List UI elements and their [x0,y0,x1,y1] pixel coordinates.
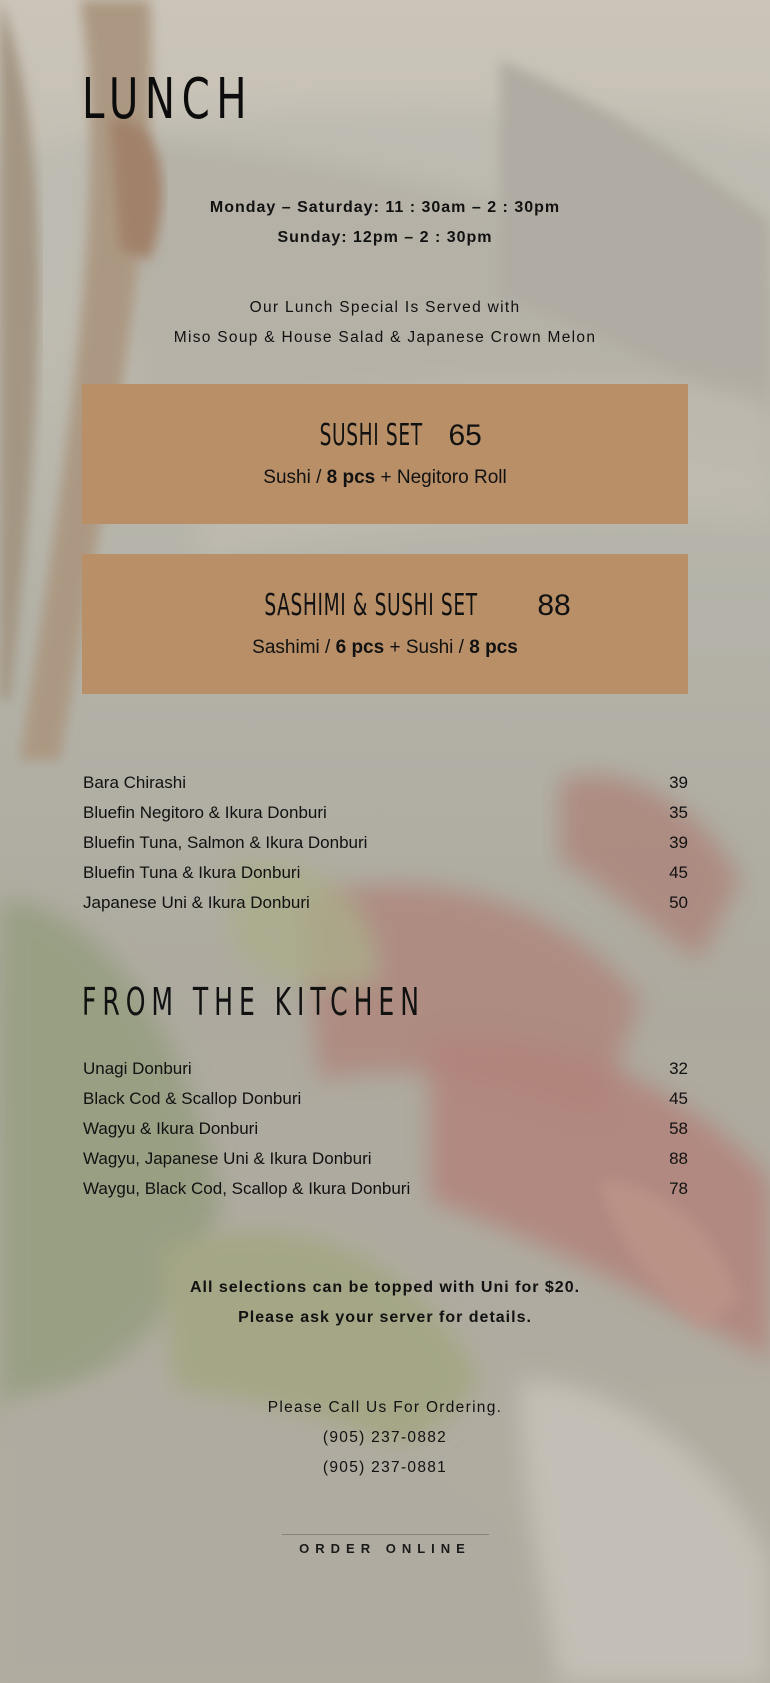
menu-item [83,1174,688,1204]
menu-item-name: Wagyu & Ikura Donburi [83,1119,259,1138]
special-line-1: Our Lunch Special Is Served with [249,299,521,316]
uni-topping-note: All selections can be topped with Uni for $20. [189,1279,581,1296]
set-description [82,467,688,489]
menu-item-price: 58 [669,1119,688,1138]
menu-item-name: Black Cod & Scallop Donburi [83,1089,302,1108]
description-text: Sashimi / [252,637,336,658]
menu-item [83,1054,688,1084]
menu-item-price: 45 [669,1089,688,1108]
order-online-button[interactable]: ORDER ONLINE [299,1541,471,1556]
menu-item-price: 45 [669,863,688,882]
menu-item-price: 35 [669,803,688,822]
page-title: LUNCH [82,67,253,132]
menu-item-price: 39 [669,773,688,792]
special-line-2: Miso Soup & House Salad & Japanese Crown Melon [173,329,597,346]
server-details-note: Please ask your server for details. [238,1309,532,1326]
menu-item-name: Waygu, Black Cod, Scallop & Ikura Donburi [83,1179,411,1198]
kitchen-list [83,1054,688,1204]
set-price: 88 [537,589,571,622]
piece-count: 8 pcs [326,467,376,488]
set-header [82,418,688,453]
donburi-list [83,768,688,918]
call-label: Please Call Us For Ordering. [267,1399,503,1416]
menu-item-name: Bluefin Tuna & Ikura Donburi [83,863,301,882]
menu-item-name: Japanese Uni & Ikura Donburi [83,893,310,912]
menu-item [83,828,688,858]
menu-item-price: 78 [669,1179,688,1198]
order-divider [282,1534,489,1535]
menu-item-name: Wagyu, Japanese Uni & Ikura Donburi [83,1149,372,1168]
description-text: Sushi / [263,467,327,488]
menu-item-price: 32 [669,1059,688,1078]
menu-item-name: Unagi Donburi [83,1059,192,1078]
menu-item-price: 88 [669,1149,688,1168]
set-name: SASHIMI & SUSHI SET [264,588,478,623]
phone-link-2[interactable]: (905) 237-0881 [322,1459,448,1476]
set-card-sashimi-sushi [82,554,688,694]
menu-item [83,1114,688,1144]
phone-link-1[interactable]: (905) 237-0882 [322,1429,448,1446]
menu-item-price: 50 [669,893,688,912]
menu-item [83,888,688,918]
set-description [82,637,688,659]
menu-item-name: Bluefin Negitoro & Ikura Donburi [83,803,327,822]
set-header [82,588,688,623]
hours-weekday: Monday – Saturday: 11 : 30am – 2 : 30pm [209,199,561,216]
set-price: 65 [448,419,482,452]
menu-item [83,768,688,798]
description-text: + Sushi / [384,637,470,658]
menu-item-name: Bluefin Tuna, Salmon & Ikura Donburi [83,833,368,852]
menu-item-name: Bara Chirashi [83,773,186,792]
menu-item-price: 39 [669,833,688,852]
piece-count: 6 pcs [335,637,385,658]
menu-item [83,858,688,888]
set-card-sushi [82,384,688,524]
piece-count: 8 pcs [469,637,518,658]
menu-item [83,1144,688,1174]
description-text: + Negitoro Roll [375,467,507,488]
section-title-kitchen: FROM THE KITCHEN [82,980,425,1024]
menu-item [83,1084,688,1114]
hours-sunday: Sunday: 12pm – 2 : 30pm [277,229,493,246]
menu-item [83,798,688,828]
set-name: SUSHI SET [319,418,423,453]
